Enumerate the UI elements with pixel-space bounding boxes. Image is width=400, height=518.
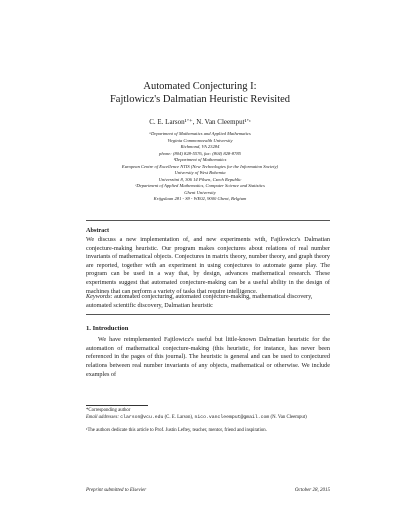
affiliation-line: Krijgslaan 281 - S9 - WE02, 9000 Ghent, Belgium — [153, 196, 247, 201]
emails-label: Email addresses: — [86, 414, 119, 420]
footnote-emails — [86, 415, 330, 421]
footnote-rule — [86, 405, 148, 406]
affiliation-line: Ghent University — [184, 189, 216, 195]
affiliation-line: Univerzitni 8, 306 14 Pilsen, Czech Republic — [158, 176, 242, 182]
footnote-dedication: ¹The authors dedicate this article to Prof. Justin Leftey, teacher, mentor, friend and inspiration. — [86, 428, 267, 433]
abstract-top-rule — [86, 220, 330, 221]
footnote-corresponding: *Corresponding author — [86, 408, 131, 413]
email-owner: (C. E. Larson), — [163, 414, 195, 420]
affiliation-line: Virginia Commonwealth University — [167, 137, 233, 143]
affiliation-line: European Centre of Excellence NTIS (New Technologies for the Information Society) — [121, 163, 279, 169]
abstract-heading: Abstract — [86, 227, 110, 234]
affiliation-line: ᵇDepartment of Mathematics — [173, 157, 227, 162]
affiliation-line: ᵃDepartment of Mathematics and Applied Mathematics — [149, 131, 251, 136]
paper-title-line-1: Automated Conjecturing I: — [143, 81, 257, 92]
section-body-text: We have reimplemented Fajtlowicz's useful but little-known Dalmatian heuristic for the automation of mathematical conjecture-making (this heuristic, for instance, has never been referenced in the pages of this journal). The heuristic is general and can be used to conjectured relations between real number invariants of any objects, mathematical or otherwise. We include examples of — [86, 336, 330, 378]
keywords-text: automated conjecturing, automated conjecture-making, mathematical discovery, automated scientific discovery, Dalmatian heuristic — [86, 293, 313, 309]
author-list: C. E. Larson¹ʼ⁺, N. Van Cleemput¹ʼᶜ — [149, 118, 251, 126]
keywords-label: Keywords: — [86, 293, 113, 300]
keywords — [86, 293, 330, 310]
paper-title-line-2: Fajtlowicz's Dalmatian Heuristic Revisited — [109, 94, 291, 105]
email-owner: (N. Van Cleemput) — [269, 414, 307, 420]
abstract-text: We discuss a new implementation of, and new experiments with, Fajtlowicz's Dalmatian conjecture-making heuristic. Our program makes conjectures about relations of real number invariants of mathematical objects. Conjectures in matrix theory, number theory, and graph theory are reported, together with an experiment in using conjectures to automate game play. The program can be used in a way that, by design, advances mathematical research. These experiments suggest that automated conjecture-making can be a useful ability in the design of machines that can perform a variety of tasks that require intelligence. — [86, 236, 330, 295]
email-link[interactable]: nico.vancleemput@gmail.com — [194, 414, 270, 420]
affiliation-line: phone: (804) 828-5576, fax: (804) 828-8785 — [159, 150, 241, 156]
section-heading: 1. Introduction — [86, 325, 129, 332]
footer-date: October 28, 2015 — [294, 488, 330, 493]
footer-preprint-note: Preprint submitted to Elsevier — [86, 488, 147, 493]
email-link[interactable]: clarson@vcu.edu — [120, 414, 164, 420]
abstract-bottom-rule — [86, 314, 330, 315]
affiliation-line: University of West Bohemia — [174, 170, 226, 175]
affiliation-line: ᶜDepartment of Applied Mathematics, Computer Science and Statistics — [135, 183, 265, 188]
affiliation-line: Richmond, VA 23284 — [180, 144, 220, 149]
